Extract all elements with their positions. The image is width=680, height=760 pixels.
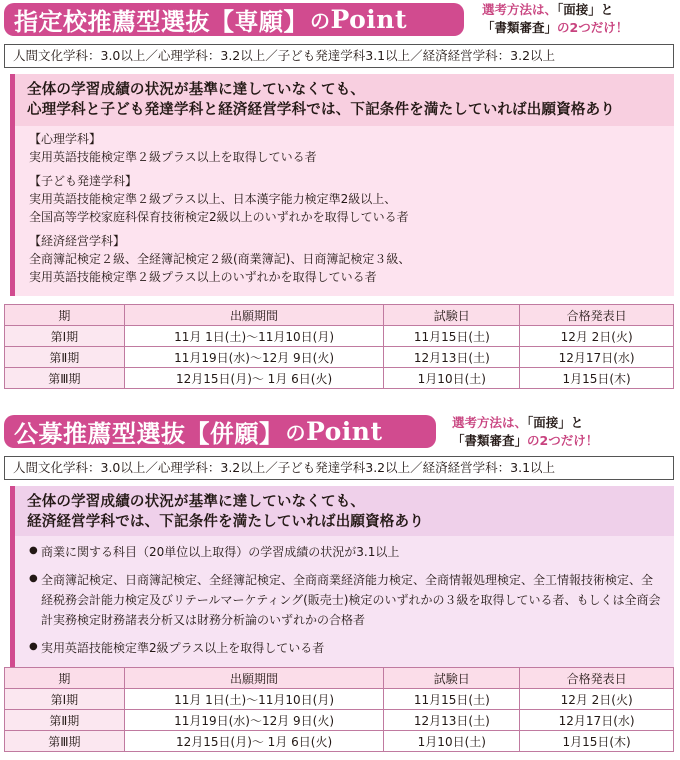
exam-cell: 11月15日(土) — [384, 689, 520, 710]
col-header-result: 合格発表日 — [520, 668, 674, 689]
section-title — [4, 415, 436, 448]
bullet-icon: ● — [29, 641, 38, 652]
conditions-headline — [15, 486, 674, 532]
note-documents: 「書類審査」 — [482, 20, 558, 35]
period-cell: 第Ⅲ期 — [5, 368, 125, 389]
note-interview: 「面接」と — [527, 415, 584, 430]
exam-cell: 12月13日(土) — [384, 347, 520, 368]
schedule-table — [4, 667, 674, 752]
table-row — [5, 689, 674, 710]
condition-line: 全商簿記検定２級、全経簿記検定２級(商業簿記)、日商簿記検定３級、 — [29, 252, 411, 266]
col-header-exam: 試験日 — [384, 668, 520, 689]
application-cell: 12月15日(月)〜 1月 6日(火) — [124, 731, 384, 752]
col-header-application: 出願期間 — [124, 668, 384, 689]
title-no: の — [285, 421, 306, 445]
list-item — [29, 542, 661, 562]
col-header-result: 合格発表日 — [520, 305, 674, 326]
col-header-application: 出願期間 — [124, 305, 384, 326]
note-suffix: の2つだけ！ — [557, 20, 629, 35]
result-cell: 1月15日(木) — [520, 368, 674, 389]
period-cell: 第Ⅱ期 — [5, 347, 125, 368]
grade-criteria-box: 人間文化学科：3.0以上／心理学科：3.2以上／子ども発達学科3.1以上／経済経営学科：3.2以上 — [4, 44, 674, 68]
period-cell: 第Ⅰ期 — [5, 689, 125, 710]
application-cell: 11月 1日(土)〜11月10日(月) — [124, 326, 384, 347]
col-header-period: 期 — [5, 305, 125, 326]
application-cell: 11月 1日(土)〜11月10日(月) — [124, 689, 384, 710]
title-point: Point — [330, 5, 408, 34]
public-recommendation-section — [0, 412, 680, 749]
condition-line: 全国高等学校家庭科保育技術検定2級以上のいずれかを取得している者 — [29, 210, 409, 224]
result-cell: 12月 2日(火) — [520, 326, 674, 347]
selection-method-note — [452, 414, 598, 450]
bullet-text: 全商簿記検定、日商簿記検定、全経簿記検定、全商商業経済能力検定、全商情報処理検定、全工情報技術検定、全経税務会計能力検定及びリテールマーケティング(販売士)検定のいずれかの３級を取得している者、もしくは全商会計実務検定財務諸表分析又は財務分析論のいずれかの合格者 — [41, 573, 661, 627]
conditions-box — [10, 74, 674, 296]
table-row — [5, 326, 674, 347]
exam-cell: 11月15日(土) — [384, 326, 520, 347]
note-prefix: 選考方法は、 — [482, 2, 558, 17]
list-item — [29, 570, 661, 630]
section-title — [4, 3, 464, 36]
result-cell: 1月15日(木) — [520, 731, 674, 752]
condition-line: 実用英語技能検定準２級プラス以上のいずれかを取得している者 — [29, 270, 377, 284]
table-row — [5, 368, 674, 389]
application-cell: 11月19日(水)〜12月 9日(火) — [124, 347, 384, 368]
result-cell: 12月17日(水) — [520, 710, 674, 731]
exam-cell: 1月10日(土) — [384, 368, 520, 389]
title-main: 指定校推薦型選抜【専願】 — [14, 7, 308, 36]
bullet-text: 実用英語技能検定準2級プラス以上を取得している者 — [41, 641, 325, 655]
title-no: の — [310, 9, 331, 33]
period-cell: 第Ⅱ期 — [5, 710, 125, 731]
headline-line-1: 全体の学習成績の状況が基準に達していなくても、 — [27, 494, 366, 510]
table-row — [5, 710, 674, 731]
bullet-icon: ● — [29, 573, 38, 584]
table-row — [5, 731, 674, 752]
department-conditions — [29, 128, 410, 286]
period-cell: 第Ⅰ期 — [5, 326, 125, 347]
economics-conditions — [29, 542, 661, 666]
application-cell: 12月15日(月)〜 1月 6日(火) — [124, 368, 384, 389]
section-header — [0, 0, 680, 38]
table-header-row — [5, 668, 674, 689]
exam-cell: 1月10日(土) — [384, 731, 520, 752]
period-cell: 第Ⅲ期 — [5, 731, 125, 752]
application-cell: 11月19日(水)〜12月 9日(火) — [124, 710, 384, 731]
schedule-table — [4, 304, 674, 389]
table-header-row — [5, 305, 674, 326]
headline-line-2: 経済経営学科では、下記条件を満たしていれば出願資格あり — [27, 514, 424, 530]
headline-line-1: 全体の学習成績の状況が基準に達していなくても、 — [27, 82, 366, 98]
exam-cell: 12月13日(土) — [384, 710, 520, 731]
bullet-text: 商業に関する科目（20単位以上取得）の学習成績の状況が3.1以上 — [41, 545, 400, 559]
col-header-period: 期 — [5, 668, 125, 689]
note-interview: 「面接」と — [557, 2, 614, 17]
title-main: 公募推薦型選抜【併願】 — [14, 419, 284, 448]
conditions-headline — [15, 74, 674, 120]
condition-heading-psychology: 【心理学科】 — [29, 132, 102, 146]
headline-line-2: 心理学科と子ども発達学科と経済経営学科では、下記条件を満たしていれば出願資格あり — [27, 102, 615, 118]
conditions-box — [10, 486, 674, 672]
condition-heading-economics: 【経済経営学科】 — [29, 234, 126, 248]
note-prefix: 選考方法は、 — [452, 415, 528, 430]
bullet-icon: ● — [29, 545, 38, 556]
title-point: Point — [306, 417, 383, 446]
condition-heading-child: 【子ども発達学科】 — [29, 174, 138, 188]
selection-method-note — [482, 1, 628, 37]
result-cell: 12月 2日(火) — [520, 689, 674, 710]
grade-criteria-box: 人間文化学科：3.0以上／心理学科：3.2以上／子ども発達学科3.2以上／経済経営学科：3.1以上 — [4, 456, 674, 480]
section-header — [0, 412, 680, 450]
result-cell: 12月17日(水) — [520, 347, 674, 368]
condition-line: 実用英語技能検定準２級プラス以上を取得している者 — [29, 150, 317, 164]
condition-line: 実用英語技能検定準２級プラス以上、日本漢字能力検定準2級以上、 — [29, 192, 397, 206]
note-suffix: の2つだけ！ — [527, 433, 599, 448]
list-item — [29, 638, 661, 658]
table-row — [5, 347, 674, 368]
note-documents: 「書類審査」 — [452, 433, 528, 448]
col-header-exam: 試験日 — [384, 305, 520, 326]
